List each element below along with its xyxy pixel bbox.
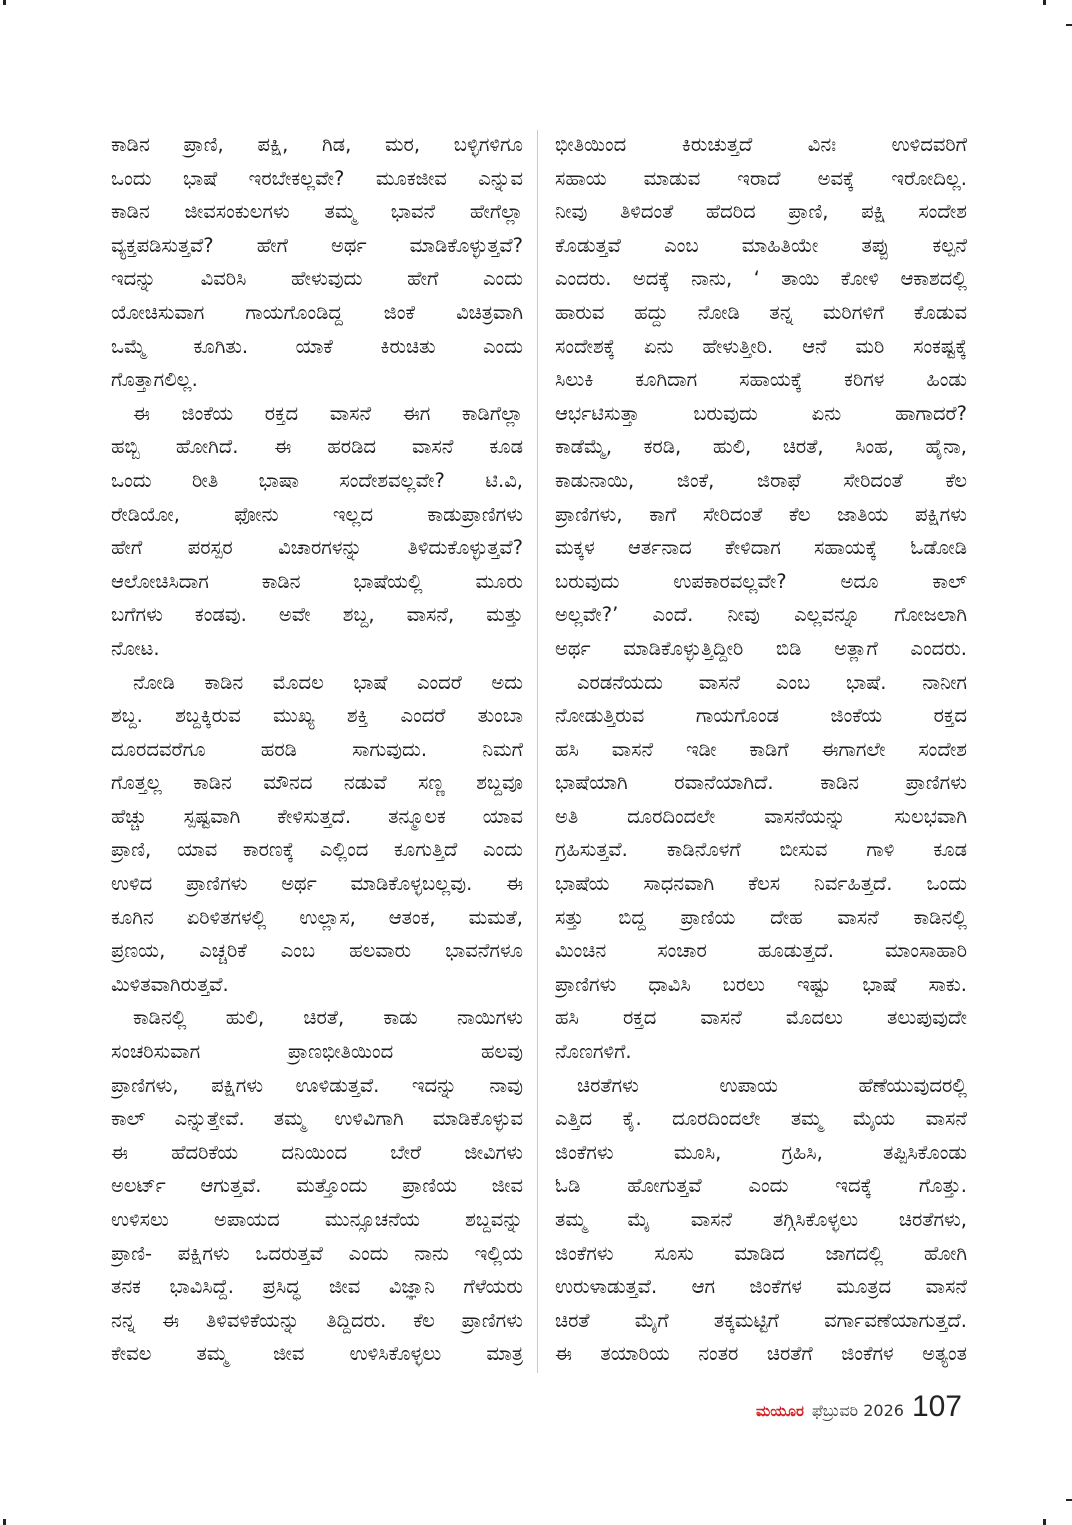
text-line: ಹಸಿ ರಕ್ತದ ವಾಸನೆ ಮೊದಲು ತಲುಪುವುದೇ [555,1006,967,1030]
text-line: ಭೀತಿಯಿಂದ ಕಿರುಚುತ್ತದೆ ವಿನಃ ಉಳಿದವರಿಗೆ [555,133,967,156]
text-line: ಹಾರುವ ಹದ್ದು ನೋಡಿ ತನ್ನ ಮರಿಗಳಿಗೆ ಕೊಡುವ [555,300,967,324]
text-line: ಪ್ರಾಣಿ- ಪಕ್ಷಿಗಳು ಒದರುತ್ತವೆ ಎಂದು ನಾನು ಇಲ್ಲಿಯ [111,1241,523,1265]
text-line: ಎತ್ತಿದ ಕೈ. ದೂರದಿಂದಲೇ ತಮ್ಮ ಮೈಯ ವಾಸನೆ [555,1107,967,1131]
text-line: ಕೊಡುತ್ತವೆ ಎಂಬ ಮಾಹಿತಿಯೇ ತಪ್ಪು ಕಲ್ಪನೆ [555,233,967,257]
text-line: ಪ್ರಾಣಿಗಳು, ಕಾಗೆ ಸೇರಿದಂತೆ ಕೆಲ ಜಾತಿಯ ಪಕ್ಷಿಗಳು [555,502,967,526]
text-line: ಒಂದು ರೀತಿ ಭಾಷಾ ಸಂದೇಶವಲ್ಲವೇ? ಟಿ.ವಿ, [111,468,523,492]
text-line: ಕಾಡುನಾಯಿ, ಜಿಂಕೆ, ಜಿರಾಫೆ ಸೇರಿದಂತೆ ಕೆಲ [555,468,967,492]
text-line: ಕಾಲ್ ಎನ್ನುತ್ತೇವೆ. ತಮ್ಮ ಉಳಿವಿಗಾಗಿ ಮಾಡಿಕೊಳ್ಳುವ [111,1107,523,1131]
text-line: ಹೆಚ್ಚು ಸ್ಪಷ್ಟವಾಗಿ ಕೇಳಿಸುತ್ತದೆ. ತನ್ಮೂಲಕ ಯಾವ [111,804,523,828]
text-line: ನನ್ನ ಈ ತಿಳಿವಳಿಕೆಯನ್ನು ತಿದ್ದಿದರು. ಕೆಲ ಪ್ರಾಣಿಗಳು [111,1308,523,1332]
text-line: ಗ್ರಹಿಸುತ್ತವೆ. ಕಾಡಿನೊಳಗೆ ಬೀಸುವ ಗಾಳಿ ಕೂಡ [555,838,967,862]
text-line: ಹೇಗೆ ಪರಸ್ಪರ ವಿಚಾರಗಳನ್ನು ತಿಳಿದುಕೊಳ್ಳುತ್ತವೆ? [111,536,523,560]
text-line: ಈ ಜಿಂಕೆಯ ರಕ್ತದ ವಾಸನೆ ಈಗ ಕಾಡಿಗೆಲ್ಲಾ [133,401,523,425]
text-line: ಜಿಂಕೆಗಳು ಸೂಸು ಮಾಡಿದ ಜಾಗದಲ್ಲಿ ಹೋಗಿ [555,1241,967,1265]
text-line: ಭಾಷೆಯಾಗಿ ರವಾನೆಯಾಗಿದೆ. ಕಾಡಿನ ಪ್ರಾಣಿಗಳು [555,771,967,795]
crop-mark-right-upper [1066,24,1072,26]
text-line: ಸಹಾಯ ಮಾಡುವ ಇರಾದೆ ಅವಕ್ಕೆ ಇರೋದಿಲ್ಲ. [555,166,967,190]
text-line: ಉಳಿಸಲು ಅಪಾಯದ ಮುನ್ಸೂಚನೆಯ ಶಬ್ದವನ್ನು [111,1208,523,1231]
text-line: ಅರ್ಥ ಮಾಡಿಕೊಳ್ಳುತ್ತಿದ್ದೀರಿ ಬಿಡಿ ಅತ್ಲಾಗೆ ಎಂದರು. [555,636,967,660]
text-line: ಕೂಗಿನ ಏರಿಳಿತಗಳಲ್ಲಿ ಉಲ್ಲಾಸ, ಆತಂಕ, ಮಮತೆ, [111,905,523,929]
text-line: ಆಲೋಚಿಸಿದಾಗ ಕಾಡಿನ ಭಾಷೆಯಲ್ಲಿ ಮೂರು [111,569,523,593]
text-line: ಹಸಿ ವಾಸನೆ ಇಡೀ ಕಾಡಿಗೆ ಈಗಾಗಲೇ ಸಂದೇಶ [555,737,967,761]
text-line: ಬರುವುದು ಉಪಕಾರವಲ್ಲವೇ? ಅದೂ ಕಾಲ್ [555,569,967,593]
page-footer [700,1390,962,1430]
text-line: ಸಂಚರಿಸುವಾಗ ಪ್ರಾಣಭೀತಿಯಿಂದ ಹಲವು [111,1040,523,1064]
text-line: ಹಬ್ಬಿ ಹೋಗಿದೆ. ಈ ಹರಡಿದ ವಾಸನೆ ಕೂಡ [111,435,523,459]
text-line: ನೋಡಿ ಕಾಡಿನ ಮೊದಲ ಭಾಷೆ ಎಂದರೆ ಅದು [133,670,523,694]
text-line: ಎಂದರು. ಅದಕ್ಕೆ ನಾನು, ‘ ತಾಯಿ ಕೋಳಿ ಆಕಾಶದಲ್ಲಿ [555,267,967,291]
text-line: ಕಾಡೆಮ್ಮೆ, ಕರಡಿ, ಹುಲಿ, ಚಿರತೆ, ಸಿಂಹ, ಹೈನಾ, [555,435,967,459]
text-line: ಒಂದು ಭಾಷೆ ಇರಬೇಕಲ್ಲವೇ? ಮೂಕಜೀವ ಎನ್ನುವ [111,166,523,190]
text-line: ಪ್ರಾಣಿಗಳು ಧಾವಿಸಿ ಬರಲು ಇಷ್ಟು ಭಾಷೆ ಸಾಕು. [555,972,967,996]
text-line: ನೋಟ. [111,636,160,660]
article-column-left [111,128,523,1371]
text-line: ಓಡಿ ಹೋಗುತ್ತವೆ ಎಂದು ಇದಕ್ಕೆ ಗೊತ್ತು. [555,1174,967,1198]
issue-date: ಫೆಬ್ರುವರಿ 2026 [811,1401,904,1420]
text-line: ದೂರದವರೆಗೂ ಹರಡಿ ಸಾಗುವುದು. ನಿಮಗೆ [111,737,523,761]
text-line: ಭಾಷೆಯ ಸಾಧನವಾಗಿ ಕೆಲಸ ನಿರ್ವಹಿತ್ತದೆ. ಒಂದು [555,872,967,896]
text-line: ನೋಡುತ್ತಿರುವ ಗಾಯಗೊಂಡ ಜಿಂಕೆಯ ರಕ್ತದ [555,704,967,728]
crop-mark-top-right [1043,0,1046,5]
article-column-right [555,128,967,1371]
text-line: ಆರ್ಭಟಿಸುತ್ತಾ ಬರುವುದು ಏನು ಹಾಗಾದರೆ? [555,401,967,425]
text-line: ತಮ್ಮ ಮೈ ವಾಸನೆ ತಗ್ಗಿಸಿಕೊಳ್ಳಲು ಚಿರತೆಗಳು, [555,1208,967,1231]
text-line: ಎರಡನೆಯದು ವಾಸನೆ ಎಂಬ ಭಾಷೆ. ನಾನೀಗ [577,670,967,694]
page-number: 107 [911,1390,962,1423]
text-line: ವ್ಯಕ್ತಪಡಿಸುತ್ತವೆ? ಹೇಗೆ ಅರ್ಥ ಮಾಡಿಕೊಳ್ಳುತ್ತವೆ? [111,233,523,257]
text-line: ಚಿರತೆಗಳು ಉಪಾಯ ಹೆಣೆಯುವುದರಲ್ಲಿ [577,1073,967,1097]
text-line: ಶಬ್ದ. ಶಬ್ದಕ್ಕಿರುವ ಮುಖ್ಯ ಶಕ್ತಿ ಎಂದರೆ ತುಂಬಾ [111,704,523,728]
text-line: ಉಳಿದ ಪ್ರಾಣಿಗಳು ಅರ್ಥ ಮಾಡಿಕೊಳ್ಳಬಲ್ಲವು. ಈ [111,872,523,896]
text-line: ಪ್ರಣಯ, ಎಚ್ಚರಿಕೆ ಎಂಬ ಹಲವಾರು ಭಾವನೆಗಳೂ [111,939,523,963]
magazine-name: ಮಯೂರ [756,1402,804,1420]
text-line: ಚಿರತೆ ಮೈಗೆ ತಕ್ಕಮಟ್ಟಿಗೆ ವರ್ಗಾವಣೆಯಾಗುತ್ತದೆ. [555,1308,967,1332]
text-line: ಅಲ್ಲವೇ?’ ಎಂದೆ. ನೀವು ಎಲ್ಲವನ್ನೂ ಗೋಜಲಾಗಿ [555,603,967,627]
text-line: ನೀವು ತಿಳಿದಂತೆ ಹೆದರಿದ ಪ್ರಾಣಿ, ಪಕ್ಷಿ ಸಂದೇಶ [555,200,967,224]
text-line: ರೇಡಿಯೋ, ಫೋನು ಇಲ್ಲದ ಕಾಡುಪ್ರಾಣಿಗಳು [111,502,523,526]
text-line: ಕಾಡಿನ ಪ್ರಾಣಿ, ಪಕ್ಷಿ, ಗಿಡ, ಮರ, ಬಳ್ಳಿಗಳಿಗೂ [111,133,523,156]
text-line: ಗೊತ್ತಾಗಲಿಲ್ಲ. [111,368,198,392]
text-line: ಇದನ್ನು ವಿವರಿಸಿ ಹೇಳುವುದು ಹೇಗೆ ಎಂದು [111,267,523,291]
text-line: ತನಕ ಭಾವಿಸಿದ್ದೆ. ಪ್ರಸಿದ್ಧ ಜೀವ ವಿಜ್ಞಾನಿ ಗೆಳೆಯರು [111,1275,523,1299]
text-line: ಈ ಹೆದರಿಕೆಯ ದನಿಯಿಂದ ಬೇರೆ ಜೀವಿಗಳು [111,1140,523,1164]
text-line: ಪ್ರಾಣಿಗಳು, ಪಕ್ಷಿಗಳು ಊಳಿಡುತ್ತವೆ. ಇದನ್ನು ನಾವು [111,1073,523,1097]
text-line: ಮಿಳಿತವಾಗಿರುತ್ತವೆ. [111,972,229,996]
crop-mark-top-left [3,0,6,5]
text-line: ಉರುಳಾಡುತ್ತವೆ. ಆಗ ಜಿಂಕೆಗಳ ಮೂತ್ರದ ವಾಸನೆ [555,1275,967,1299]
text-line: ಈ ತಯಾರಿಯ ನಂತರ ಚಿರತೆಗೆ ಜಿಂಕೆಗಳ ಅತ್ಯಂತ [555,1342,967,1366]
crop-mark-right-lower [1066,1499,1072,1501]
text-line: ಒಮ್ಮೆ ಕೂಗಿತು. ಯಾಕೆ ಕಿರುಚಿತು ಎಂದು [111,334,523,358]
crop-mark-bottom-right [1043,1519,1046,1525]
text-line: ಜಿಂಕೆಗಳು ಮೂಸಿ, ಗ್ರಹಿಸಿ, ತಪ್ಪಿಸಿಕೊಂಡು [555,1140,967,1164]
text-line: ಮಕ್ಕಳ ಆರ್ತನಾದ ಕೇಳಿದಾಗ ಸಹಾಯಕ್ಕೆ ಓಡೋಡಿ [555,536,967,560]
text-line: ಬಗೆಗಳು ಕಂಡವು. ಅವೇ ಶಬ್ದ, ವಾಸನೆ, ಮತ್ತು [111,603,523,627]
text-line: ಸಿಲುಕಿ ಕೂಗಿದಾಗ ಸಹಾಯಕ್ಕೆ ಕರಿಗಳ ಹಿಂಡು [555,368,967,392]
text-line: ಪ್ರಾಣಿ, ಯಾವ ಕಾರಣಕ್ಕೆ ಎಲ್ಲಿಂದ ಕೂಗುತ್ತಿದೆ ಎಂದು [111,838,523,862]
text-line: ಮಿಂಚಿನ ಸಂಚಾರ ಹೂಡುತ್ತದೆ. ಮಾಂಸಾಹಾರಿ [555,939,967,963]
crop-mark-bottom-left [3,1519,6,1525]
text-line: ಸಂದೇಶಕ್ಕೆ ಏನು ಹೇಳುತ್ತೀರಿ. ಆನೆ ಮರಿ ಸಂಕಷ್ಟಕ್ಕೆ [555,334,967,358]
text-line: ಗೊತ್ತಲ್ಲ ಕಾಡಿನ ಮೌನದ ನಡುವೆ ಸಣ್ಣ ಶಬ್ದವೂ [111,771,523,795]
column-divider [537,130,538,1373]
text-line: ಅಲರ್ಟ್ ಆಗುತ್ತವೆ. ಮತ್ತೊಂದು ಪ್ರಾಣಿಯ ಜೀವ [111,1174,523,1198]
text-line: ಯೋಚಿಸುವಾಗ ಗಾಯಗೊಂಡಿದ್ದ ಜಿಂಕೆ ವಿಚಿತ್ರವಾಗಿ [111,300,523,324]
text-line: ಕಾಡಿನಲ್ಲಿ ಹುಲಿ, ಚಿರತೆ, ಕಾಡು ನಾಯಿಗಳು [133,1006,523,1030]
text-line: ಕಾಡಿನ ಜೀವಸಂಕುಲಗಳು ತಮ್ಮ ಭಾವನೆ ಹೇಗೆಲ್ಲಾ [111,200,523,224]
text-line: ಕೇವಲ ತಮ್ಮ ಜೀವ ಉಳಿಸಿಕೊಳ್ಳಲು ಮಾತ್ರ [111,1342,523,1366]
text-line: ನೊಣಗಳಿಗೆ. [555,1040,632,1064]
text-line: ಸತ್ತು ಬಿದ್ದ ಪ್ರಾಣಿಯ ದೇಹ ವಾಸನೆ ಕಾಡಿನಲ್ಲಿ [555,905,967,929]
text-line: ಅತಿ ದೂರದಿಂದಲೇ ವಾಸನೆಯನ್ನು ಸುಲಭವಾಗಿ [555,804,967,828]
